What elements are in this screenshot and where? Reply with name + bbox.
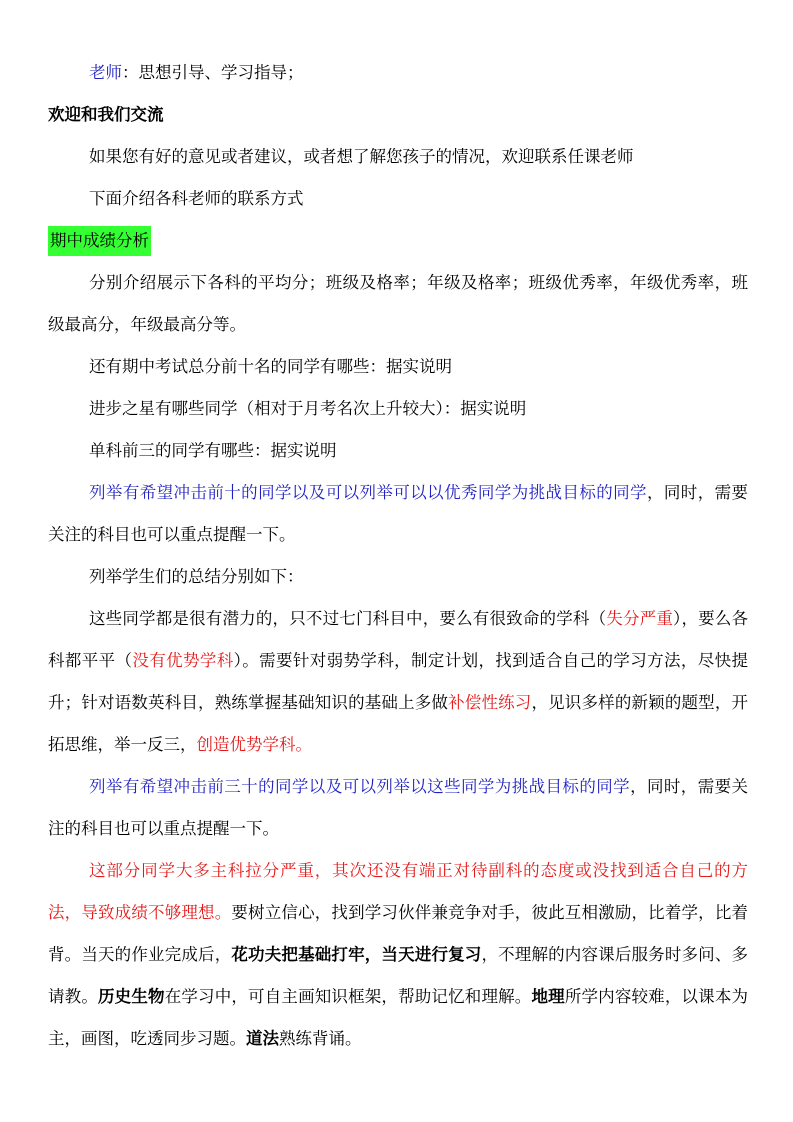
summary-two-text-j: 熟练背诵。 [279, 1029, 362, 1048]
teacher-role-text: ：思想引导、学习指导； [122, 63, 304, 82]
summary-two-bold-c: 花功夫把基础打牢，当天进行复习 [231, 945, 482, 964]
document-page [48, 52, 748, 1060]
paragraph-contact-intro: 下面介绍各科老师的联系方式 [89, 189, 304, 208]
paragraph-teacher-role [48, 52, 748, 94]
summary-two-bold-i: 道法 [246, 1029, 279, 1048]
heading-midterm-analysis-row [48, 220, 748, 262]
top-thirty-candidates-text: ，同时，需要关注的科目也可以重点提醒一下。 [48, 777, 749, 838]
summary-one-text-a: 这些同学都是很有潜力的，只不过七门科目中，要么有很致命的学科（ [89, 609, 607, 628]
summary-two-red-a: 这部分同学大多主科拉分严重，其次还没有端正对待副科的态度或没找到适合自己的方法，导致成绩不够理想。 [48, 861, 748, 922]
paragraph-contact-invite: 如果您有好的意见或者建议，或者想了解您孩子的情况，欢迎联系任课老师 [89, 147, 634, 166]
top-thirty-candidates-highlight: 列举有希望冲击前三十的同学以及可以列举以这些同学为挑战目标的同学 [89, 777, 631, 796]
paragraph-summary-intro: 列举学生们的总结分别如下： [89, 567, 304, 586]
summary-one-text-e: ）。需要针对弱势学科，制定计划，找到适合自己的学习方法，尽快提升；针对语数英科目，熟练掌握基础知识的基础上多做 [48, 651, 749, 712]
summary-one-red-d: 没有优势学科 [132, 651, 234, 670]
heading-midterm-analysis: 期中成绩分析 [48, 226, 151, 256]
summary-two-text-h: 所学内容较难，以课本为主，画图，吃透同步习题。 [48, 987, 749, 1048]
summary-one-red-b: 失分严重 [606, 609, 674, 628]
heading-welcome: 欢迎和我们交流 [48, 105, 164, 124]
paragraph-top-ten-candidates [48, 472, 748, 556]
summary-one-red-h: 创造优势学科。 [196, 735, 312, 754]
teacher-label: 老师 [89, 63, 122, 82]
paragraph-top-thirty-candidates [48, 766, 748, 850]
top-ten-candidates-highlight: 列举有希望冲击前十的同学以及可以列举可以以优秀同学为挑战目标的同学 [89, 483, 647, 502]
summary-two-text-f: 在学习中，可自主画知识框架，帮助记忆和理解。 [164, 987, 532, 1006]
paragraph-summary-group-two [48, 850, 748, 1060]
paragraph-score-stats: 分别介绍展示下各科的平均分；班级及格率；年级及格率；班级优秀率，年级优秀率，班级最高分，年级最高分等。 [48, 273, 748, 334]
paragraph-summary-group-one [48, 598, 748, 766]
summary-two-bold-e: 历史生物 [98, 987, 165, 1006]
top-ten-candidates-text: ，同时，需要关注的科目也可以重点提醒一下。 [48, 483, 749, 544]
summary-two-text-b: 要树立信心，找到学习伙伴兼竞争对手，彼此互相激励，比着学，比着背。当天的作业完成后， [48, 903, 749, 964]
summary-one-text-c: ），要么各科都平平（ [48, 609, 749, 670]
summary-one-red-f: 补偿性练习 [448, 693, 532, 712]
summary-two-bold-g: 地理 [531, 987, 565, 1006]
summary-one-text-g: ，见识多样的新颖的题型，开拓思维，举一反三， [48, 693, 749, 754]
paragraph-top-ten: 还有期中考试总分前十名的同学有哪些：据实说明 [89, 357, 452, 376]
summary-two-text-d: ，不理解的内容课后服务时多问、多请教。 [48, 945, 749, 1006]
paragraph-subject-top-three: 单科前三的同学有哪些：据实说明 [89, 441, 337, 460]
paragraph-progress-stars: 进步之星有哪些同学（相对于月考名次上升较大）：据实说明 [89, 399, 527, 418]
